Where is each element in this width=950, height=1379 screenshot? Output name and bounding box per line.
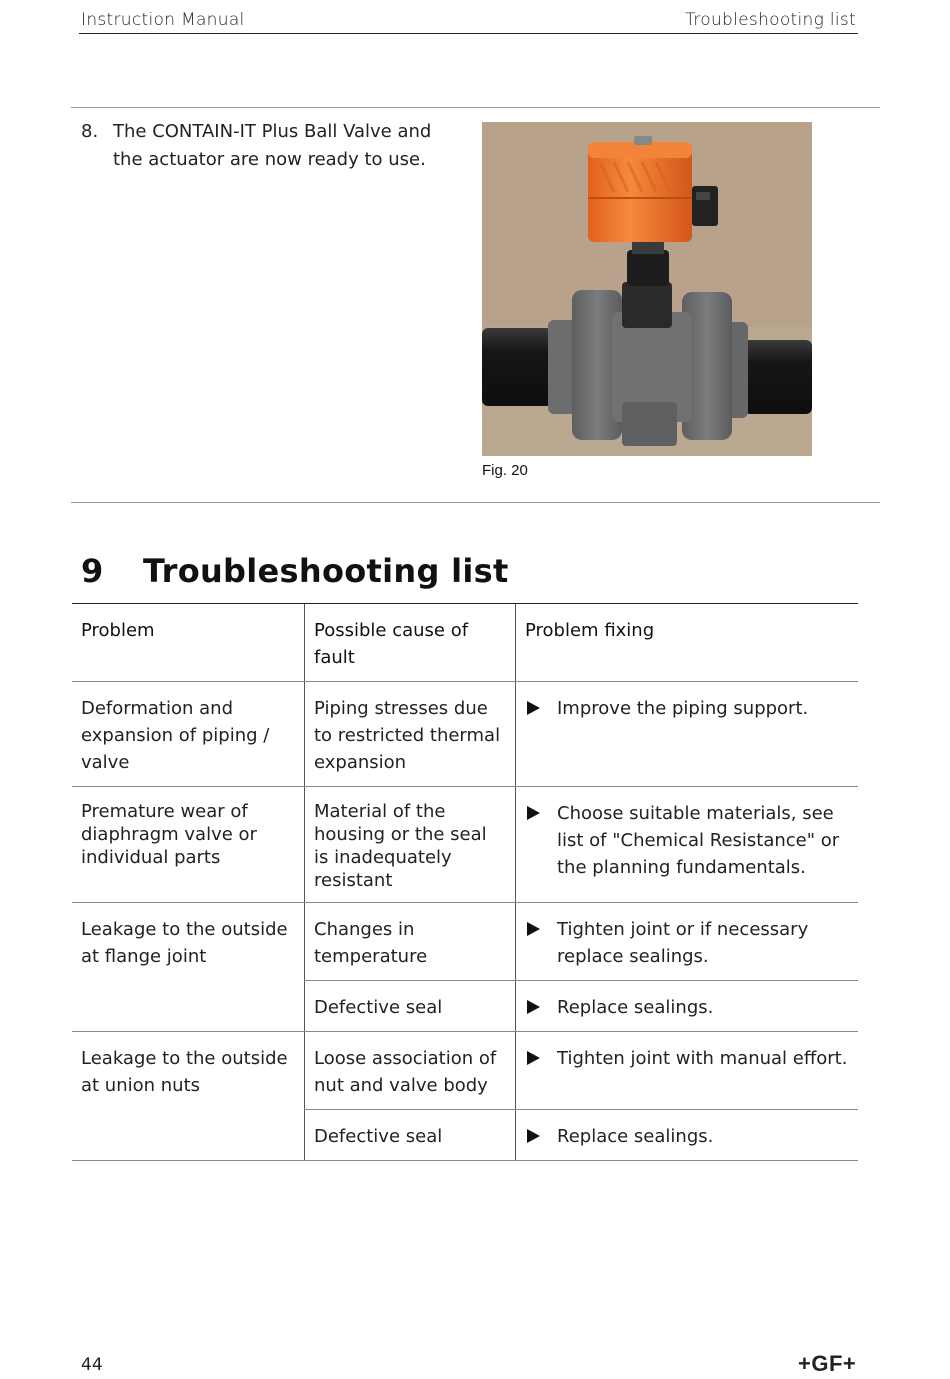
fix-text: Improve the piping support.	[557, 698, 809, 719]
problem-cell: Deformation and expansion of piping / valve	[72, 682, 305, 787]
bullet-triangle-icon	[527, 701, 540, 715]
problem-cell: Premature wear of diaphragm valve or individual parts	[72, 787, 305, 903]
table-row	[72, 682, 858, 787]
top-divider	[71, 107, 880, 108]
troubleshooting-table	[72, 603, 858, 1161]
fix-text: Replace sealings.	[557, 1126, 714, 1147]
column-header-fixing: Problem fixing	[516, 604, 859, 682]
table-row	[72, 903, 858, 981]
section-number: 9	[81, 552, 104, 590]
header-right: Troubleshooting list	[685, 10, 856, 30]
bullet-triangle-icon	[527, 1051, 540, 1065]
cause-cell: Material of the housing or the seal is inadequately resistant	[305, 787, 516, 903]
gf-logo: +GF+	[798, 1351, 857, 1376]
cause-cell: Defective seal	[305, 981, 516, 1032]
problem-cell: Leakage to the outside at union nuts	[72, 1032, 305, 1161]
fix-text: Choose suitable materials, see list of "Chemical Resistance" or the planning fundamentals.	[557, 803, 840, 878]
figure-caption: Fig. 20	[482, 462, 528, 479]
table-row	[72, 787, 858, 903]
mid-divider	[71, 502, 880, 503]
column-header-problem: Problem	[72, 604, 305, 682]
fix-cell	[516, 1110, 859, 1161]
fix-cell	[516, 981, 859, 1032]
table-header-row	[72, 604, 858, 682]
fix-cell	[516, 682, 859, 787]
column-header-cause: Possible cause of fault	[305, 604, 516, 682]
cause-cell: Changes in temperature	[305, 903, 516, 981]
step-text: The CONTAIN-IT Plus Ball Valve and the actuator are now ready to use.	[113, 121, 432, 170]
cause-cell: Defective seal	[305, 1110, 516, 1161]
fix-text: Tighten joint or if necessary replace sealings.	[557, 919, 809, 967]
fix-cell	[516, 787, 859, 903]
header-rule	[79, 33, 858, 34]
fix-cell	[516, 1032, 859, 1110]
table-row	[72, 1032, 858, 1110]
fix-cell	[516, 903, 859, 981]
cause-cell: Piping stresses due to restricted thermal expansion	[305, 682, 516, 787]
bullet-triangle-icon	[527, 1129, 540, 1143]
bullet-triangle-icon	[527, 922, 540, 936]
page-number: 44	[81, 1355, 103, 1375]
valve-photo	[482, 122, 812, 456]
fix-text: Tighten joint with manual effort.	[557, 1048, 848, 1069]
section-title: Troubleshooting list	[143, 552, 509, 590]
problem-cell: Leakage to the outside at flange joint	[72, 903, 305, 1032]
step-number: 8.	[81, 121, 99, 142]
header-left: Instruction Manual	[81, 10, 245, 30]
bullet-triangle-icon	[527, 1000, 540, 1014]
bullet-triangle-icon	[527, 806, 540, 820]
cause-cell: Loose association of nut and valve body	[305, 1032, 516, 1110]
fix-text: Replace sealings.	[557, 997, 714, 1018]
